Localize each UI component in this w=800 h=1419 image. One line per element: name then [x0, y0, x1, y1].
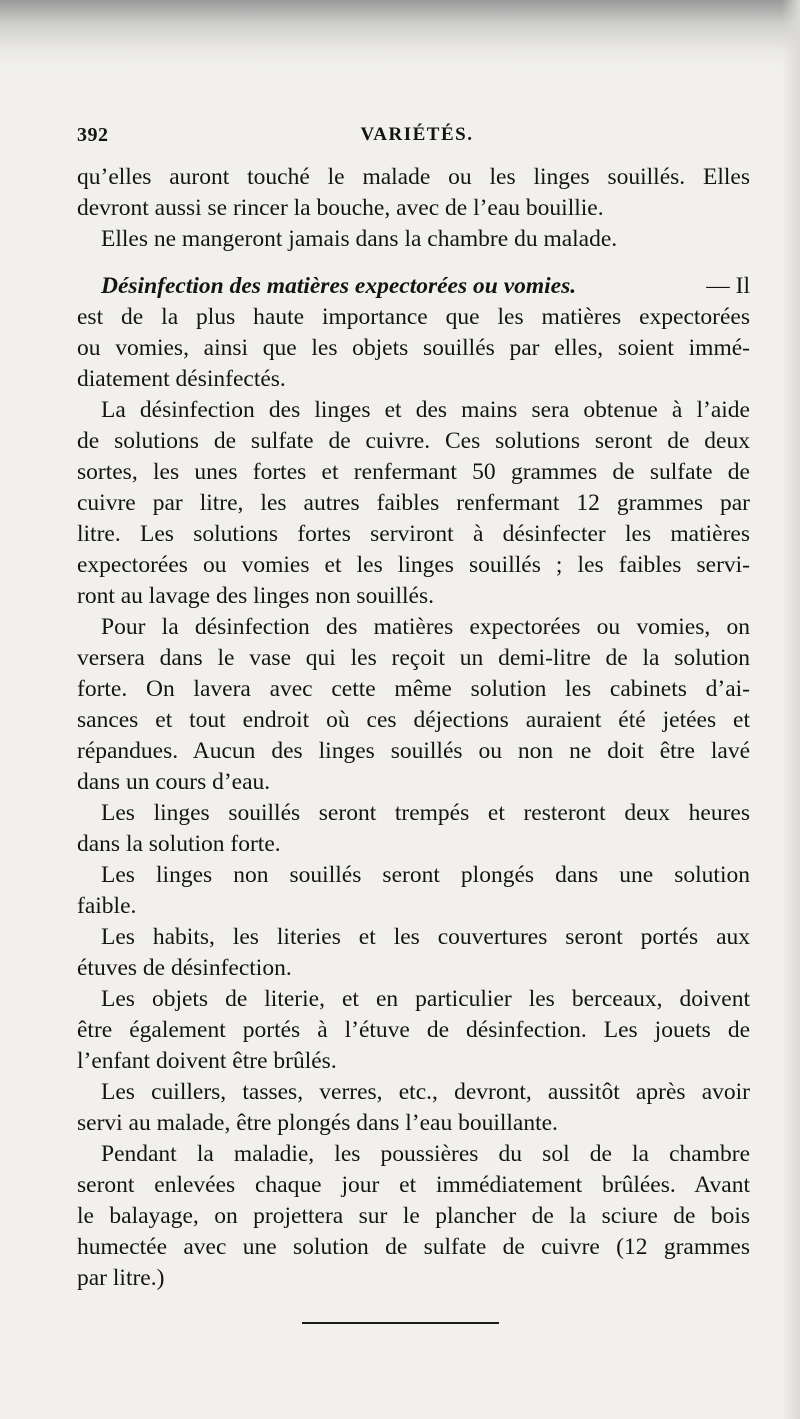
text-line: cuivre par litre, les autres faibles renfermant 12 grammes par [77, 490, 750, 516]
text-line: devront aussi se rincer la bouche, avec de l’eau bouillie. [77, 195, 604, 221]
text-line: par litre.) [77, 1265, 165, 1291]
text-line: humectée avec une solution de sulfate de cuivre (12 grammes [77, 1234, 750, 1260]
scan-shadow-right [782, 0, 800, 1419]
scan-shadow-top [0, 0, 800, 70]
text-line: expectorées ou vomies et les linges souillés ; les faibles servi- [77, 552, 750, 578]
text-line: de solutions de sulfate de cuivre. Ces solutions seront de deux [77, 428, 750, 454]
text-line: servi au malade, être plongés dans l’eau bouillante. [77, 1110, 558, 1136]
text-line: étuves de désinfection. [77, 955, 292, 981]
text-line: sortes, les unes fortes et renfermant 50 grammes de sulfate de [77, 459, 750, 485]
text-line: répandues. Aucun des linges souillés ou non ne doit être lavé [77, 738, 750, 764]
text-line: seront enlevées chaque jour et immédiatement brûlées. Avant [77, 1172, 750, 1198]
text-line: versera dans le vase qui les reçoit un demi-litre de la solution [77, 645, 750, 671]
page-body [77, 162, 750, 1294]
section-heading-line [77, 271, 750, 302]
text-line: l’enfant doivent être brûlés. [77, 1048, 337, 1074]
text-line: diatement désinfectés. [77, 366, 286, 392]
text-line: le balayage, on projettera sur le plancher de la sciure de bois [77, 1203, 750, 1229]
section-title: Désinfection des matières expectorées ou vomies. [101, 273, 577, 299]
running-title: VARIÉTÉS. [360, 124, 474, 145]
text-line: litre. Les solutions fortes serviront à désinfecter les matières [77, 521, 750, 547]
text-line: Pour la désinfection des matières expectorées ou vomies, on [101, 614, 750, 640]
text-line: être également portés à l’étuve de désinfection. Les jouets de [77, 1017, 750, 1043]
text-line: sances et tout endroit où ces déjections auraient été jetées et [77, 707, 750, 733]
text-line: ou vomies, ainsi que les objets souillés par elles, soient immé- [77, 335, 750, 361]
text-line: Les linges non souillés seront plongés dans une solution [101, 862, 750, 888]
text-line: forte. On lavera avec cette même solution les cabinets d’ai- [77, 676, 750, 702]
text-line: La désinfection des linges et des mains sera obtenue à l’aide [101, 397, 750, 423]
text-line: Les habits, les literies et les couvertures seront portés aux [101, 924, 750, 950]
text-line: Les objets de literie, et en particulier les berceaux, doivent [101, 986, 750, 1012]
text-line: Les linges souillés seront trempés et resteront deux heures [101, 800, 750, 826]
text-line: dans un cours d’eau. [77, 769, 271, 795]
text-line: Elles ne mangeront jamais dans la chambre du malade. [101, 226, 618, 252]
text-line: Les cuillers, tasses, verres, etc., devront, aussitôt après avoir [101, 1079, 750, 1105]
text-line: est de la plus haute importance que les matières expectorées [77, 304, 750, 330]
running-head [77, 124, 757, 154]
closing-rule [302, 1322, 499, 1324]
text-line: ront au lavage des linges non souillés. [77, 583, 434, 609]
text-line: Pendant la maladie, les poussières du sol de la chambre [101, 1141, 750, 1167]
text-line: dans la solution forte. [77, 831, 281, 857]
text-fragment: — Il [706, 273, 750, 299]
page-number: 392 [77, 124, 109, 146]
section-gap [77, 255, 750, 271]
text-line: qu’elles auront touché le malade ou les linges souillés. Elles [77, 164, 750, 190]
text-line: faible. [77, 893, 137, 919]
